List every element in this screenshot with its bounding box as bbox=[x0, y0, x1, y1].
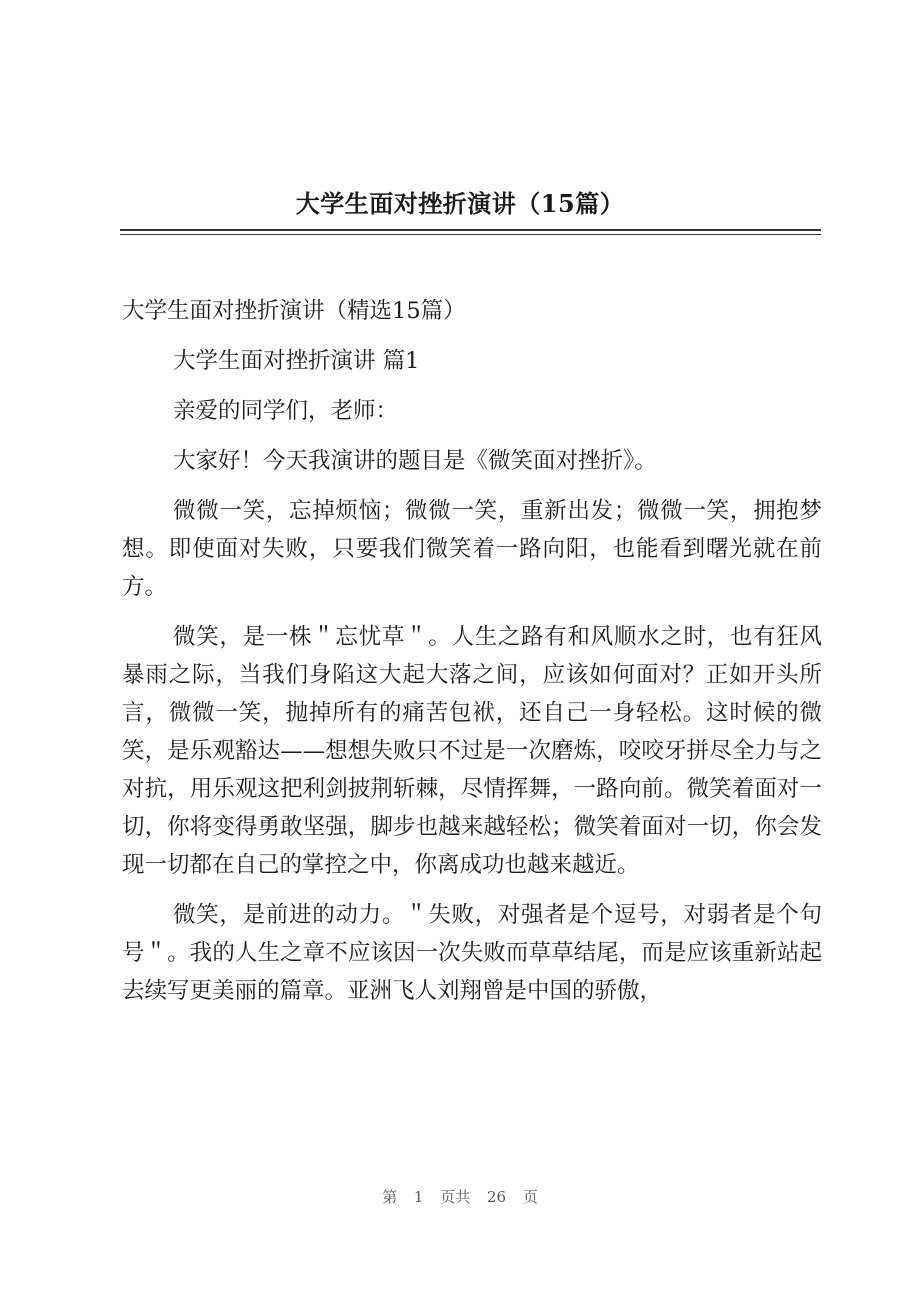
section-heading: 大学生面对挫折演讲 篇1 bbox=[173, 348, 420, 374]
greeting: 亲爱的同学们，老师： bbox=[173, 398, 399, 424]
document-subtitle: 大学生面对挫折演讲（精选15篇） bbox=[122, 298, 466, 324]
paragraph: 微笑，是一株＂忘忧草＂。人生之路有和风顺水之时，也有狂风暴雨之际，当我们身陷这大起大落之间，应该如何面对？正如开头所言，微微一笑，抛掉所有的痛苦包袱，还自己一身轻松。这时候的微笑，是乐观豁达——想想失败只不过是一次磨炼，咬咬牙拼尽全力与之对抗，用乐观这把利剑披荆斩棘，尽情挥舞，一路向前。微笑着面对一切，你将变得勇敢坚强，脚步也越来越轻松；微笑着面对一切，你会发现一切都在自己的掌控之中，你离成功也越来越近。 bbox=[122, 624, 822, 878]
paragraph: 微笑，是前进的动力。＂失败，对强者是个逗号，对弱者是个句号＂。我的人生之章不应该因一次失败而草草结尾，而是应该重新站起去续写更美丽的篇章。亚洲飞人刘翔曾是中国的骄傲， bbox=[122, 902, 822, 1004]
page-number-footer: 第 1 页共 26 页 bbox=[382, 1188, 538, 1206]
opening-line: 大家好！今天我演讲的题目是《微笑面对挫折》。 bbox=[173, 448, 657, 474]
document-body bbox=[122, 292, 822, 1022]
title-underline-thick bbox=[120, 229, 821, 231]
paragraph: 微微一笑，忘掉烦恼；微微一笑，重新出发；微微一笑，拥抱梦想。即使面对失败，只要我们微笑着一路向阳，也能看到曙光就在前方。 bbox=[122, 498, 822, 600]
title-underline-thin bbox=[120, 234, 821, 235]
page-title: 大学生面对挫折演讲（15篇） bbox=[295, 189, 625, 218]
